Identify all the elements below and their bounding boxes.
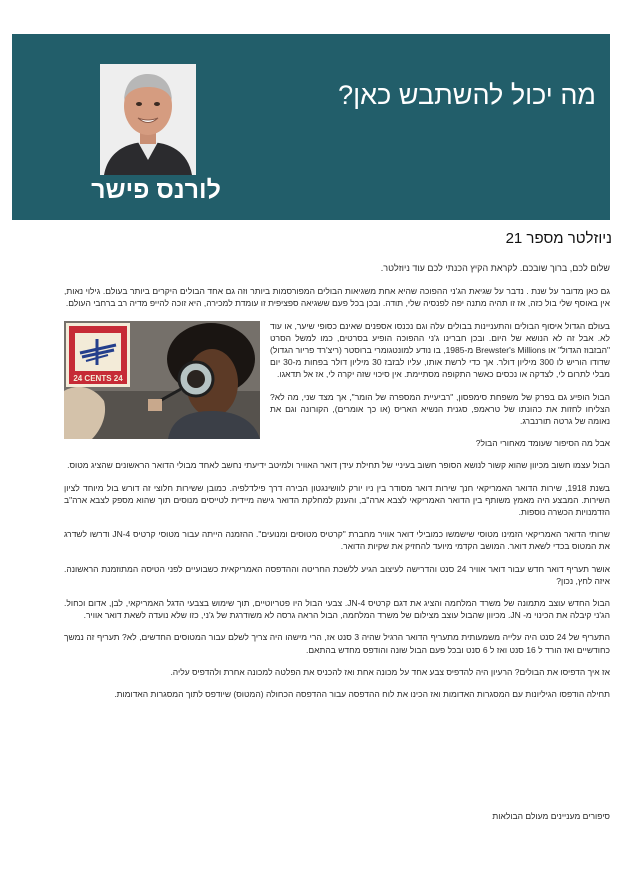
page-title: מה יכול להשתבש כאן? <box>338 80 596 110</box>
paragraph: אושר תעריף דואר חדש עבור דואר אוויר 24 סנט והדרישה לעיצוב הגיע ללשכת החריטה וההדפסה האמריקאית כשבועיים לפני הטיסה המתוזמנת הראשונה. איזה לחץ, נכון? <box>64 563 611 586</box>
article-body <box>64 262 610 710</box>
header-banner <box>12 34 610 220</box>
author-name: לורנס פישר <box>91 176 221 204</box>
author-portrait-icon <box>100 64 196 175</box>
paragraph: בעולם הגדול איסוף הבולים והתעניינות בבולים עלה וגם נכנסו אספנים שאינם כסופי שיער, או עוד לא. אבל זה לא הנושא של היום. ובכן חברינו ג'ני ההפוכה הופיע בסרטים, כמו למשל הסרט "הבזבוז הגדול" או Brewster's Millions מ-1985, בו נודע למונטגומרי ברוסטר (ריצ'רד פריור הגדול) שדודו הוריש לו 300 מיליון דולר. אך כדי לרשת אותו, עליו לבזבז 30 מיליון דולר בפחות מ-30 יום מבלי לתרום לי, לצדקה או נכסים כאשר התקופה מסתיימת. אין סיכוי שזה יקרה לי, אז אל תדאגו. <box>270 320 611 380</box>
paragraph: הבול החדש עוצב מתמונה של משרד המלחמה והציג את דגם קרטיס JN-4. צבעי הבול היו פטריוטיים, תוך שימוש בצבעי הדגל האמריקאי, לבן, אדום וכחול. הג'ני קיבלה את הכינוי מ- JN. מכיוון שהבול עוצב מצילום של משרד המלחמה, הבול הראה גרסה לא משודרגת של ג'ני, כזו שלא נועדה לשאת דואר אוויר. <box>64 598 610 621</box>
paragraph: שרותי הדואר האמריקאי הזמינו מטוסי שישמשו כמובילי דואר אוויר מחברת "קרטיס מטוסים ומנועים". ההזמנה הייתה עבור מטוסי קרטיס JN-4 ודרשו לשדרג את המטוס בכדי לשאת דואר. המושב הקדמי מיועד להחזיק את שקיות הדואר. <box>64 529 610 552</box>
stamp-value-text: 24 CENTS 24 <box>73 373 123 383</box>
paragraph: התעריף של 24 סנט היה עלייה משמעותית מתעריף הדואר הרגיל שהיה 3 סנט אז, הרי מישהו היה צריך לשלם עבור המטוסים החדשים, לא? תעריף זה נמשך כחודשיים ואז הורד ל 16 סנט ואז ל 6 סנט ובכל פעם הבול שונה והודפס מחדש בהתאם. <box>64 632 610 655</box>
stamp-top-text: U.S. POSTAGE <box>85 332 111 337</box>
paragraph: הבול הופיע גם בפרק של משפחת סימפסון, "רביעיית המספרה של הומר", אך מצד שני, מה לא? הצליחו לחזות את כהונתו של טראמפ, סגנית הנשיא האריס (או כך אומרים), הקורונה וגם את נאומה של גרטה תורנברג. <box>270 391 610 427</box>
paragraph: גם כאן מדובר על שנת . נדבר על שגיאת הג'ני ההפוכה שהיא אחת משגיאות הבולים המפורסמות ביותר וזה גם אחד הבולים היקרים ביותר בעולם. גילוי נאות, אין באוסף שלי בול כזה, אז זו תהיה מתנה יפה לפנסיה שלי, תודה. ובכן בכל פעם ששגיאה ספציפית זו עומדת למכירה, היא זוכה להייפ מדיה רב ברחבי העולם. <box>64 286 610 309</box>
footer-text: סיפורים מעניינים מעולם הבולאות <box>492 811 610 821</box>
paragraph: אבל מה הסיפור שעומד מאחורי הבול? <box>475 438 610 449</box>
paragraph: תחילה הודפסו הגיליונות עם המסגרות האדומות ואז הכינו את לוח ההדפסה עבור ההדפסה הכחולה (המטוס) שיודפס לתוך המסגרות האדומות. <box>114 689 610 700</box>
movie-still-image <box>64 321 260 439</box>
paragraph: הבול עצמו חשוב מכיוון שהוא קשור לנושא הסופר חשוב בעיניי של תחילת עידן דואר האוויר ולמיטב ידיעתי נחשב לאחד מבולי הדואר הראשונים שהציג מטוס. <box>67 460 610 471</box>
paragraph: אז איך הדפיסו את הבולים? הרעיון היה להדפיס צבע אחד על מכונה אחת ואז להכניס את הפלטה למכונה אחרת ולהדפיס עליה. <box>170 666 610 677</box>
paragraph: שלום לכם, ברוך שובכם. לקראת הקיץ הכנתי לכם עוד ניוזלטר. <box>380 263 610 273</box>
author-photo <box>100 64 196 175</box>
issue-title: ניוזלטר מספר 21 <box>505 230 612 247</box>
paragraph: בשנת 1918, שירות הדואר האמריקאי חנך שירות דואר מסודר בין ניו יורק לוושינגטון הבירה דרך פילדלפיה. כמובן ששירות חלוצי זה דורש בול מיוחד לציון השירות. המבצע היה מאמץ משותף בין הדואר האמריקאי לצבא ארה"ב, והענק למחלקת הדואר גישה מיידית לטייסים מנוסים תוך שהוא מספק לצבא ארה"ב הזדמנויות הכשרה נוספות. <box>64 482 610 518</box>
